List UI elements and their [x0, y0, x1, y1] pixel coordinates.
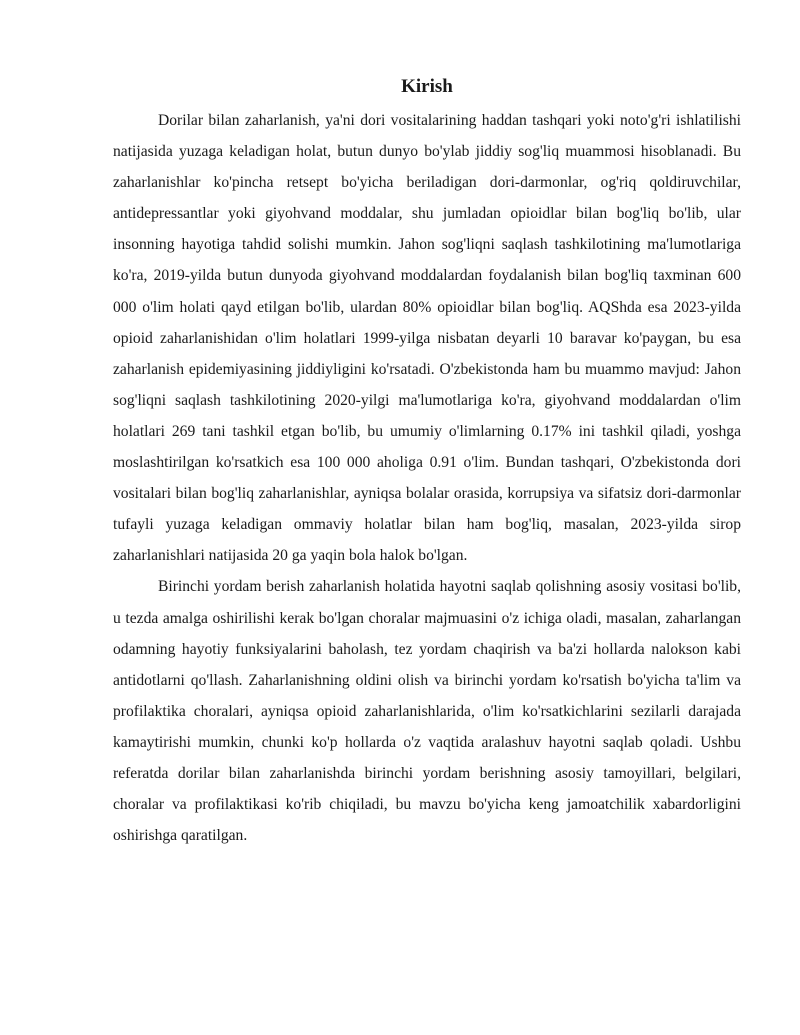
- section-title: Kirish: [401, 76, 453, 97]
- paragraph-1: Dorilar bilan zaharlanish, ya'ni dori vositalarining haddan tashqari yoki noto'g'ri ishlatilishi natijasida yuzaga keladigan holat, butun dunyo bo'ylab jiddiy sog'liq muammosi hisoblanadi. Bu zaharlanishlar ko'pincha retsept bo'yicha beriladigan dori-darmonlar, og'riq qoldiruvchilar, antidepressantlar yoki giyohvand moddalar, shu jumladan opioidlar bilan bog'liq bo'lib, ular insonning hayotiga tahdid solishi mumkin. Jahon sog'liqni saqlash tashkilotining ma'lumotlariga ko'ra, 2019-yilda butun dunyoda giyohvand moddalardan foydalanish bilan bog'liq taxminan 600 000 o'lim holati qayd etilgan bo'lib, ulardan 80% opioidlar bilan bog'liq. AQShda esa 2023-yilda opioid zaharlanishidan o'lim holatlari 1999-yilga nisbatan deyarli 10 baravar ko'paygan, bu esa zaharlanish epidemiyasining jiddiyligini ko'rsatadi. O'zbekistonda ham bu muammo mavjud: Jahon sog'liqni saqlash tashkilotining 2020-yilgi ma'lumotlariga ko'ra, giyohvand moddalardan o'lim holatlari 269 tani tashkil etgan bo'lib, bu umumiy o'limlarning 0.17% ini tashkil qiladi, yoshga moslashtirilgan ko'rsatkich esa 100 000 aholiga 0.91 o'lim. Bundan tashqari, O'zbekistonda dori vositalari bilan bog'liq zaharlanishlar, ayniqsa bolalar orasida, korrupsiya va sifatsiz dori-darmonlar tufayli yuzaga keladigan ommaviy holatlar bilan ham bog'liq, masalan, 2023-yilda sirop zaharlanishlari natijasida 20 ga yaqin bola halok bo'lgan.: [113, 112, 741, 565]
- document-page: [113, 72, 741, 851]
- paragraph-2: Birinchi yordam berish zaharlanish holatida hayotni saqlab qolishning asosiy vositasi bo'lib, u tezda amalga oshirilishi kerak bo'lgan choralar majmuasini o'z ichiga oladi, masalan, zaharlangan odamning hayotiy funksiyalarini baholash, tez yordam chaqirish va ba'zi hollarda nalokson kabi antidotlarni qo'llash. Zaharlanishning oldini olish va birinchi yordam ko'rsatish bo'yicha ta'lim va profilaktika choralari, ayniqsa opioid zaharlanishlarida, o'lim ko'rsatkichlarini sezilarli darajada kamaytirishi mumkin, chunki ko'p hollarda o'z vaqtida aralashuv hayotni saqlab qoladi. Ushbu referatda dorilar bilan zaharlanishda birinchi yordam berishning asosiy tamoyillari, belgilari, choralar va profilaktikasi ko'rib chiqiladi, bu mavzu bo'yicha keng jamoatchilik xabardorligini oshirishga qaratilgan.: [113, 578, 741, 845]
